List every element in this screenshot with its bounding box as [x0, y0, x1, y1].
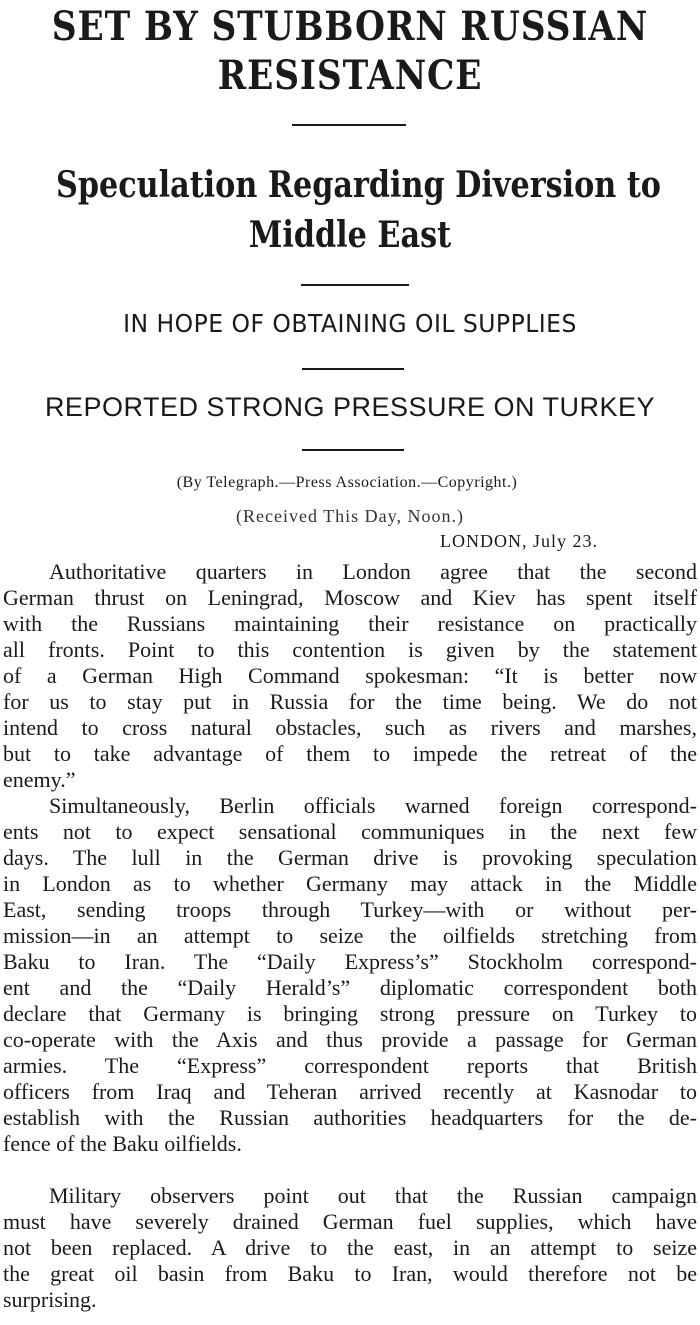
second-headline-line: Speculation Regarding Diversion to	[56, 164, 661, 206]
text-line: Baku to Iran. The “Daily Express’s” Stockholm correspond-	[3, 949, 697, 974]
text-line: German thrust on Leningrad, Moscow and Kiev has spent itself	[3, 585, 697, 610]
text-line: not been replaced. A drive to the east, in an attempt to seize	[3, 1235, 697, 1260]
text-line: must have severely drained German fuel supplies, which have	[3, 1209, 697, 1234]
text-line: fence of the Baku oilfields.	[3, 1131, 242, 1156]
second-headline	[56, 160, 661, 260]
text-line: ents not to expect sensational communiques in the next few	[3, 819, 697, 844]
text-line: co-operate with the Axis and thus provide a passage for German	[3, 1027, 697, 1052]
main-headline	[49, 2, 651, 100]
received-notice: (Received This Day, Noon.)	[236, 506, 464, 526]
text-line: Simultaneously, Berlin officials warned foreign correspond-	[49, 793, 697, 818]
paragraph	[3, 1183, 697, 1313]
text-line: armies. The “Express” correspondent reports that British	[3, 1053, 697, 1078]
text-line: declare that Germany is bringing strong pressure on Turkey to	[3, 1001, 697, 1026]
text-line: Military observers point out that the Russian campaign	[49, 1183, 697, 1208]
headline-divider	[302, 368, 404, 370]
paragraph	[3, 559, 697, 793]
text-line: East, sending troops through Turkey—with or without per-	[3, 897, 697, 922]
text-line: but to take advantage of them to impede the retreat of the	[3, 741, 697, 766]
text-line: mission—in an attempt to seize the oilfields stretching from	[3, 923, 697, 948]
headline-divider	[292, 124, 406, 126]
text-line: intend to cross natural obstacles, such as rivers and marshes,	[3, 715, 697, 740]
second-headline-line: Middle East	[248, 214, 452, 256]
text-line: all fronts. Point to this contention is given by the statement	[3, 637, 697, 662]
text-line: ent and the “Daily Herald’s” diplomatic correspondent both	[3, 975, 697, 1000]
main-headline-line: RESISTANCE	[217, 52, 483, 99]
text-line: the great oil basin from Baku to Iran, would therefore not be	[3, 1261, 697, 1286]
text-line: for us to stay put in Russia for the time being. We do not	[3, 689, 697, 714]
headline-divider	[302, 449, 404, 451]
text-line: establish with the Russian authorities headquarters for the de-	[3, 1105, 697, 1130]
text-line: officers from Iraq and Teheran arrived recently at Kasnodar to	[3, 1079, 697, 1104]
text-line: days. The lull in the German drive is provoking speculation	[3, 845, 697, 870]
main-headline-line: SET BY STUBBORN RUSSIAN	[51, 3, 649, 50]
fourth-headline: REPORTED STRONG PRESSURE ON TURKEY	[44, 392, 656, 422]
text-line: with the Russians maintaining their resistance on practically	[3, 611, 697, 636]
paragraph	[3, 793, 697, 1157]
third-headline: IN HOPE OF OBTAINING OIL SUPPLIES	[123, 309, 577, 338]
text-line: Authoritative quarters in London agree that the second	[49, 559, 697, 584]
text-line: of a German High Command spokesman: “It is better now	[3, 663, 697, 688]
press-credit: (By Telegraph.—Press Association.—Copyright.)	[176, 474, 518, 491]
headline-divider	[301, 284, 409, 286]
text-line: in London as to whether Germany may attack in the Middle	[3, 871, 697, 896]
text-line: enemy.”	[3, 767, 76, 792]
text-line: surprising.	[3, 1287, 97, 1312]
place-date: LONDON, July 23.	[440, 531, 598, 551]
